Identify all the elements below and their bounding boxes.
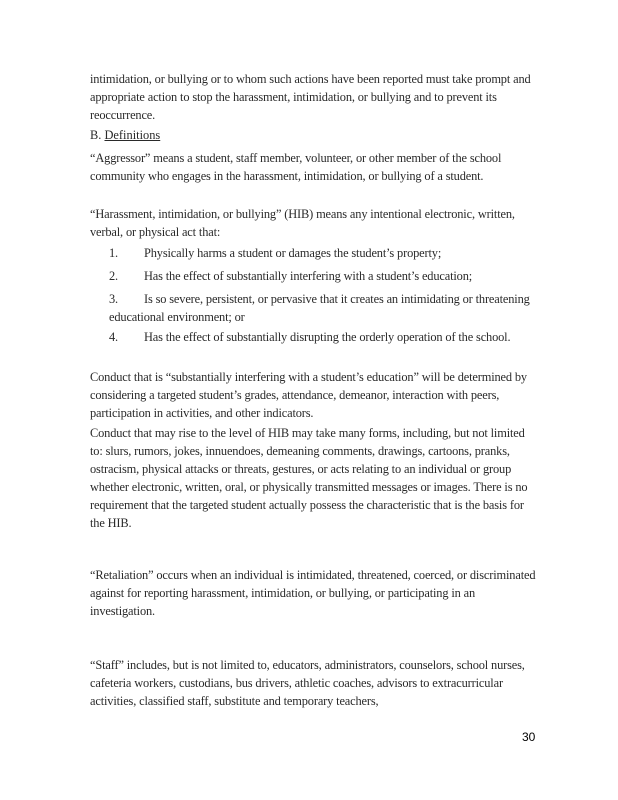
conduct-paragraph: Conduct that is “substantially interfering with a student’s education” will be determined by considering a targeted student’s grades, attendance, demeanor, interaction with peers, participation in activities, and other indicators. [90, 370, 527, 420]
list-item [109, 328, 537, 346]
page-number: 30 [522, 730, 536, 744]
list-item-number: 1. [109, 246, 118, 260]
list-item [109, 244, 537, 262]
hib-definition: “Harassment, intimidation, or bullying” (HIB) means any intentional electronic, written, verbal, or physical act that: [90, 207, 515, 239]
intro-paragraph: intimidation, or bullying or to whom such actions have been reported must take prompt and appropriate action to stop the harassment, intimidation, or bullying and to prevent its reoccurrence. [90, 72, 531, 122]
list-item-number: 2. [109, 269, 118, 283]
section-letter: B. [90, 128, 102, 142]
list-item-text: Has the effect of substantially interfering with a student’s education; [144, 269, 473, 283]
retaliation-definition: “Retaliation” occurs when an individual is intimidated, threatened, coerced, or discriminated against for reporting harassment, intimidation, or bullying, or participating in an investigation. [90, 568, 536, 618]
list-item-text: Has the effect of substantially disrupting the orderly operation of the school. [144, 330, 511, 344]
list-item-number: 4. [109, 330, 118, 344]
list-item-number: 3. [109, 292, 118, 306]
section-heading [90, 126, 160, 144]
list-item-text: Physically harms a student or damages the student’s property; [144, 246, 442, 260]
conduct-forms-paragraph: Conduct that may rise to the level of HIB may take many forms, including, but not limited to: slurs, rumors, jokes, innuendoes, demeaning comments, drawings, cartoons, pranks, ostracism, physical attacks or threats, gestures, or acts relating to an individual or group whether electronic, written, oral, or physically transmitted messages or images. There is no requirement that the targeted student actually possess the characteristic that is the basis for the HIB. [90, 426, 528, 530]
section-title: Definitions [104, 128, 161, 142]
staff-definition: “Staff” includes, but is not limited to, educators, administrators, counselors, school nurses, cafeteria workers, custodians, bus drivers, athletic coaches, advisors to extracurricular activities, classified staff, substitute and temporary teachers, [90, 658, 525, 708]
aggressor-definition: “Aggressor” means a student, staff member, volunteer, or other member of the school community who engages in the harassment, intimidation, or bullying of a student. [90, 151, 502, 183]
list-item-text: Is so severe, persistent, or pervasive that it creates an intimidating or threatening educational environment; or [109, 292, 530, 324]
list-item [109, 290, 537, 326]
list-item [109, 267, 537, 285]
